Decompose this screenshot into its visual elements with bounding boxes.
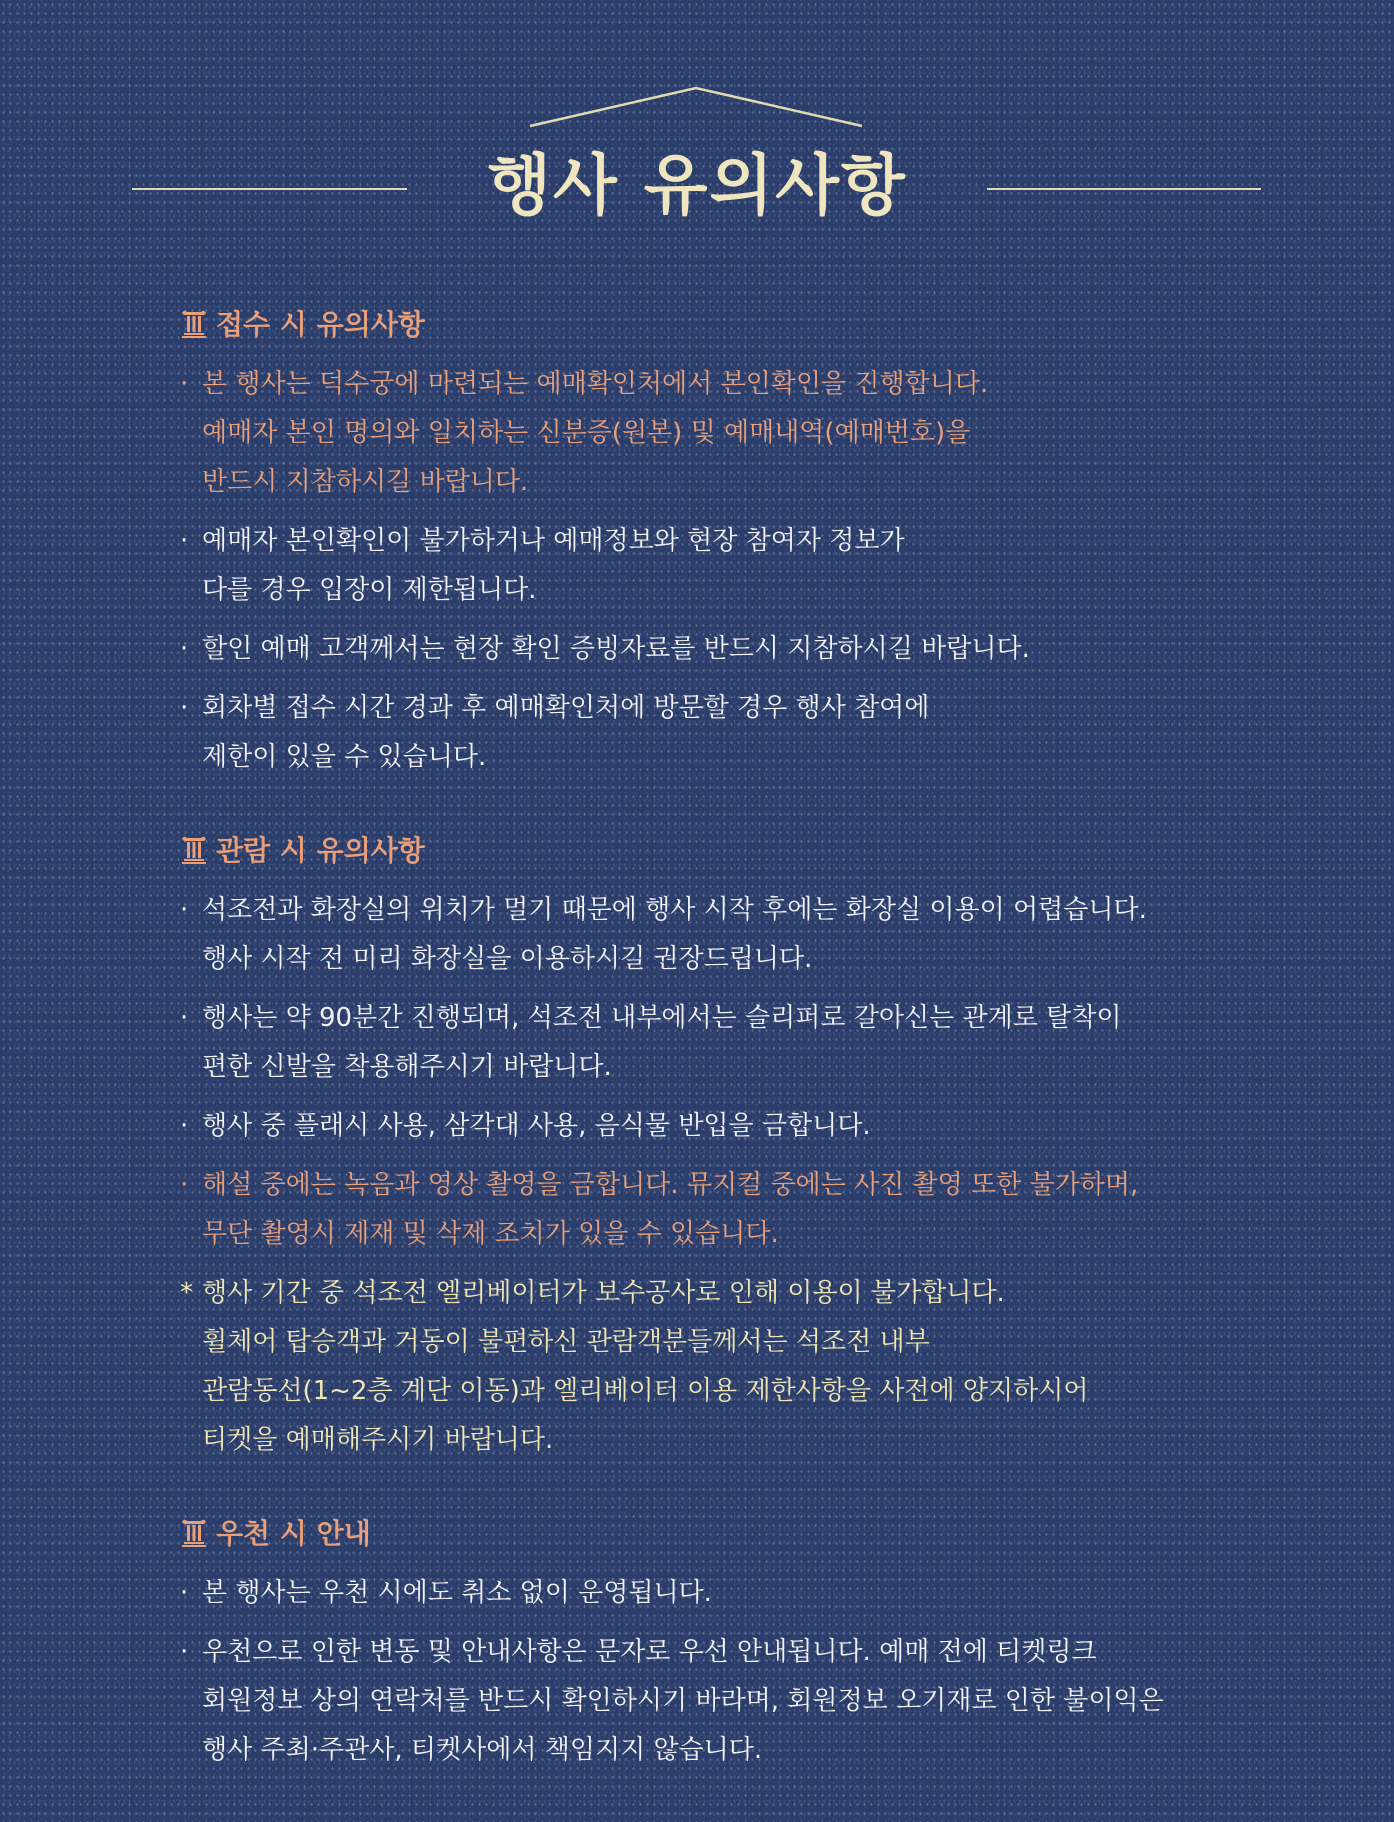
notice-text-line: 예매자 본인확인이 불가하거나 예매정보와 현장 참여자 정보가 bbox=[202, 526, 905, 556]
bullet-mark: · bbox=[180, 369, 189, 399]
section-heading-text: 우천 시 안내 bbox=[216, 1517, 371, 1550]
notice-text-line: 편한 신발을 착용해주시기 바랍니다. bbox=[202, 1052, 612, 1082]
notice-text-line: 티켓을 예매해주시기 바랍니다. bbox=[202, 1425, 554, 1455]
notice-text-line: 회차별 접수 시간 경과 후 예매확인처에 방문할 경우 행사 참여에 bbox=[202, 693, 930, 723]
pillar-icon bbox=[180, 1517, 208, 1547]
notice-text-line: 예매자 본인 명의와 일치하는 신분증(원본) 및 예매내역(예매번호)을 bbox=[202, 418, 971, 448]
notice-item bbox=[180, 1269, 1220, 1465]
notice-text-line: 다를 경우 입장이 제한됩니다. bbox=[202, 575, 537, 605]
notice-text-line: 행사 시작 전 미리 화장실을 이용하시길 권장드립니다. bbox=[202, 944, 813, 974]
page-header bbox=[0, 0, 1394, 240]
notice-item bbox=[180, 1628, 1220, 1775]
roof-ornament bbox=[0, 0, 1394, 140]
notice-text-line: 행사 중 플래시 사용, 삼각대 사용, 음식물 반입을 금합니다. bbox=[202, 1111, 871, 1141]
notice-item bbox=[180, 360, 1220, 507]
section-heading bbox=[180, 826, 1220, 872]
notice-content bbox=[180, 300, 1220, 1819]
notice-text-line: 할인 예매 고객께서는 현장 확인 증빙자료를 반드시 지참하시길 바랍니다. bbox=[202, 634, 1030, 664]
notice-item bbox=[180, 1161, 1220, 1259]
notice-item bbox=[180, 886, 1220, 984]
notice-item bbox=[180, 625, 1220, 674]
bullet-mark: · bbox=[180, 895, 189, 925]
notice-text-line: 행사 기간 중 석조전 엘리베이터가 보수공사로 인해 이용이 불가합니다. bbox=[202, 1278, 1005, 1308]
notice-item bbox=[180, 517, 1220, 615]
notice-text-line: 반드시 지참하시길 바랍니다. bbox=[202, 467, 529, 497]
notice-section bbox=[180, 300, 1220, 782]
notice-text-line: 해설 중에는 녹음과 영상 촬영을 금합니다. 뮤지컬 중에는 사진 촬영 또한 불가하며, bbox=[202, 1170, 1139, 1200]
bullet-mark: · bbox=[180, 1578, 189, 1608]
notice-text-line: 행사 주최·주관사, 티켓사에서 책임지지 않습니다. bbox=[202, 1735, 763, 1765]
pillar-icon bbox=[180, 834, 208, 864]
notice-item bbox=[180, 994, 1220, 1092]
notice-section bbox=[180, 1509, 1220, 1775]
bullet-mark: · bbox=[180, 1003, 189, 1033]
notice-text-line: 제한이 있을 수 있습니다. bbox=[202, 742, 487, 772]
notice-text-line: 관람동선(1~2층 계단 이동)과 엘리베이터 이용 제한사항을 사전에 양지하시어 bbox=[202, 1376, 1089, 1406]
notice-item bbox=[180, 1102, 1220, 1151]
notice-text-line: 휠체어 탑승객과 거동이 불편하신 관람객분들께서는 석조전 내부 bbox=[202, 1327, 930, 1357]
section-heading bbox=[180, 300, 1220, 346]
notice-section bbox=[180, 826, 1220, 1465]
bullet-mark: · bbox=[180, 1637, 189, 1667]
bullet-mark: · bbox=[180, 693, 189, 723]
section-heading-text: 관람 시 유의사항 bbox=[216, 834, 425, 867]
section-heading-text: 접수 시 유의사항 bbox=[216, 308, 425, 341]
page-title: 행사 유의사항 bbox=[487, 146, 907, 224]
notice-text-line: 우천으로 인한 변동 및 안내사항은 문자로 우선 안내됩니다. 예매 전에 티켓링크 bbox=[202, 1637, 1097, 1667]
notice-item bbox=[180, 1569, 1220, 1618]
notice-text-line: 석조전과 화장실의 위치가 멀기 때문에 행사 시작 후에는 화장실 이용이 어렵습니다. bbox=[202, 895, 1147, 925]
pillar-icon bbox=[180, 308, 208, 338]
section-heading bbox=[180, 1509, 1220, 1555]
notice-item bbox=[180, 684, 1220, 782]
notice-text-line: 무단 촬영시 제재 및 삭제 조치가 있을 수 있습니다. bbox=[202, 1219, 779, 1249]
bullet-mark: · bbox=[180, 526, 189, 556]
notice-text-line: 본 행사는 덕수궁에 마련되는 예매확인처에서 본인확인을 진행합니다. bbox=[202, 369, 989, 399]
bullet-mark: · bbox=[180, 634, 189, 664]
bullet-mark: · bbox=[180, 1170, 189, 1200]
bullet-mark: · bbox=[180, 1111, 189, 1141]
notice-text-line: 회원정보 상의 연락처를 반드시 확인하시기 바라며, 회원정보 오기재로 인한 불이익은 bbox=[202, 1686, 1164, 1716]
notice-text-line: 행사는 약 90분간 진행되며, 석조전 내부에서는 슬리퍼로 갈아신는 관계로 탈착이 bbox=[202, 1003, 1122, 1033]
notice-text-line: 본 행사는 우천 시에도 취소 없이 운영됩니다. bbox=[202, 1578, 712, 1608]
bullet-mark: * bbox=[180, 1278, 193, 1308]
